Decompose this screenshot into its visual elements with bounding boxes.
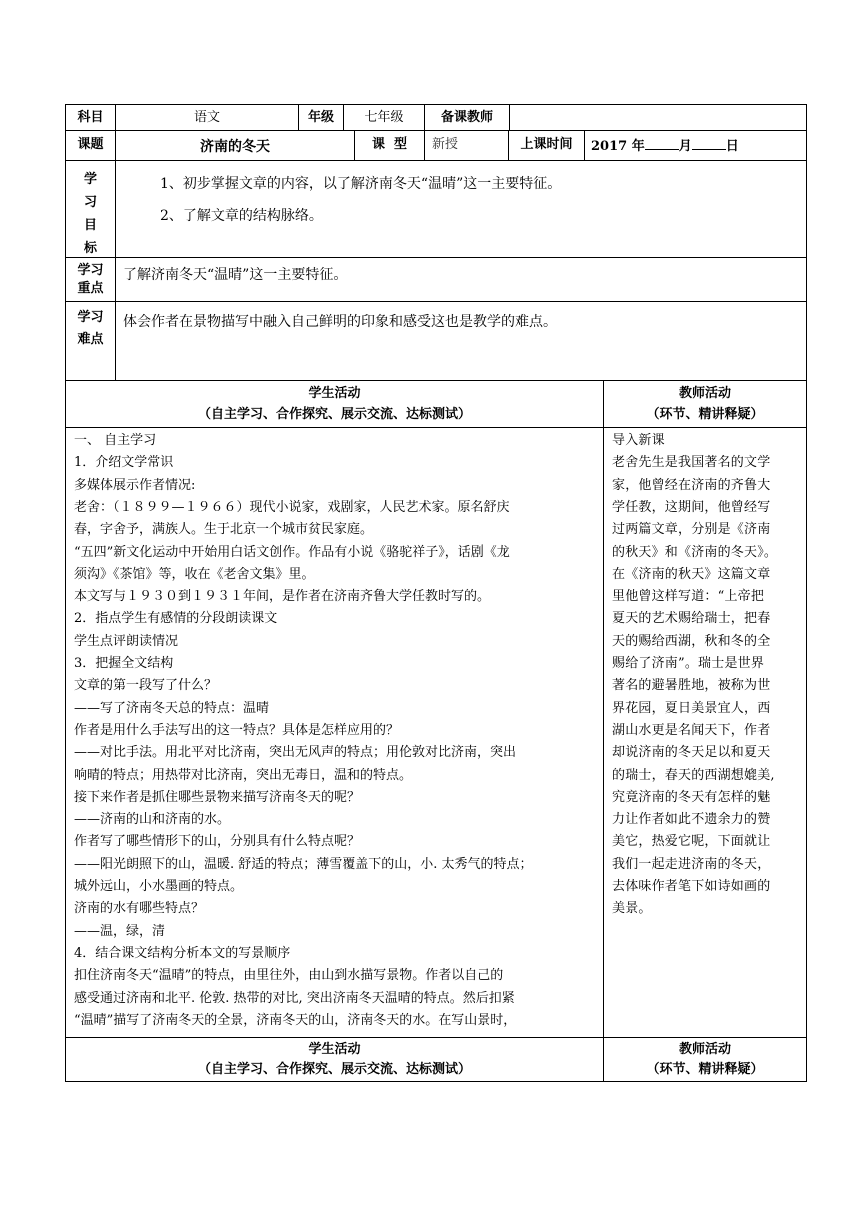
student-activity-line: 文章的第一段写了什么？ — [74, 678, 218, 694]
teacher-activity-title-repeat: 教师活动 — [678, 1042, 731, 1057]
student-activity-title: 学生活动 — [308, 386, 361, 401]
year-text: 2017 年 — [591, 139, 645, 154]
type-label: 课 型 — [371, 137, 408, 152]
objectives-label — [66, 168, 115, 260]
student-activity-line: ——对比手法。用北平对比济南，突出无风声的特点；用伦敦对比济南，突出 — [74, 745, 517, 761]
student-activity-line: 响晴的特点；用热带对比济南，突出无毒日，温和的特点。 — [74, 767, 413, 783]
student-activity-line: 作者是用什么手法写出的这一特点？具体是怎样应用的？ — [74, 722, 400, 738]
type-value: 新授 — [432, 137, 459, 152]
teacher-label: 备课教师 — [440, 110, 493, 125]
rule-row4 — [65, 257, 807, 258]
student-activity-line: ——写了济南冬天总的特点：温晴 — [74, 700, 270, 716]
student-activity-line: 老舍：（１８９９—１９６６）现代小说家，戏剧家，人民艺术家。原名舒庆 — [74, 499, 510, 515]
teacher-activity-line: 老舍先生是我国著名的文学 — [612, 455, 771, 471]
teacher-activity-line: 却说济南的冬天足以和夏天 — [612, 745, 771, 761]
month-text: 月 — [678, 139, 692, 154]
student-activity-line: 城外远山，小水墨画的特点。 — [74, 879, 244, 894]
rule-row2 — [65, 130, 807, 131]
rule-top — [65, 104, 807, 105]
student-activity-line: 感受通过济南和北平. 伦敦. 热带的对比, 突出济南冬天温晴的特点。然后扣紧 — [74, 990, 515, 1006]
day-text: 日 — [725, 139, 739, 154]
day-blank — [692, 137, 726, 150]
rule-bottom — [65, 1081, 807, 1082]
objectives-label-char: 目 — [83, 218, 97, 233]
teacher-activity-title: 教师活动 — [678, 386, 731, 401]
month-blank — [645, 137, 679, 150]
student-activity-line: 1．介绍文学常识 — [74, 455, 174, 471]
teacher-activity-content — [612, 430, 804, 1036]
student-activity-line: 本文写与１９３０到１９３１年间，是作者在济南齐鲁大学任教时写的。 — [74, 589, 491, 605]
teacher-activity-line: 里他曾这样写道：“上帝把 — [612, 589, 765, 605]
teacher-activity-line: 著名的避暑胜地，被称为世 — [612, 678, 771, 694]
student-activity-content — [74, 430, 600, 1036]
student-activity-line: 学生点评朗读情况 — [74, 633, 179, 649]
student-activity-line: 接下来作者是抓住哪些景物来描写济南冬天的呢？ — [74, 789, 361, 805]
student-activity-line: 须沟》《茶馆》等，收在《老舍文集》里。 — [74, 566, 315, 582]
teacher-activity-line: 家，他曾经在济南的齐鲁大 — [612, 477, 771, 493]
teacher-activity-line: 美它，热爱它呢，下面就让 — [612, 834, 771, 850]
objectives-label-char: 标 — [83, 241, 97, 256]
rule-row5 — [65, 301, 807, 302]
student-activity-subtitle-repeat: （自主学习、合作探究、展示交流、达标测试） — [197, 1062, 471, 1077]
teacher-activity-line: 夏天的艺术赐给瑞士，把春 — [612, 611, 771, 627]
focus-label: 学习 重点 — [77, 263, 104, 296]
objective-item: 2、了解文章的结构脉络。 — [160, 208, 323, 224]
teacher-activity-line: 的秋天》和《济南的冬天》。 — [612, 544, 778, 560]
rule-row6 — [65, 380, 807, 381]
student-activity-line: 春，字舍予，满族人。生于北京一个城市贫民家庭。 — [74, 522, 374, 538]
teacher-activity-line: 我们一起走进济南的冬天， — [612, 856, 771, 872]
student-activity-line: 作者写了哪些情形下的山，分别具有什么特点呢？ — [74, 834, 361, 850]
teacher-activity-line: 美景。 — [612, 901, 652, 917]
topic-value: 济南的冬天 — [200, 139, 270, 155]
teacher-activity-line: 湖山水更是名闻天下，作者 — [612, 722, 771, 738]
student-activity-line: ——温，绿，清 — [74, 923, 166, 939]
student-activity-line: 济南的水有哪些特点？ — [74, 901, 205, 917]
rule-r1-d — [509, 104, 510, 131]
student-activity-line: 扣住济南冬天“温晴”的特点，由里往外，由山到水描写景物。作者以自己的 — [74, 968, 504, 984]
teacher-activity-line: 究竟济南的冬天有怎样的魅 — [612, 789, 771, 805]
rule-activity-col — [603, 380, 604, 1082]
student-activity-subtitle: （自主学习、合作探究、展示交流、达标测试） — [197, 407, 471, 422]
teacher-activity-line: 去体味作者笔下如诗如画的 — [612, 879, 771, 894]
grade-value: 七年级 — [364, 110, 404, 125]
objectives-label-char: 习 — [83, 195, 97, 210]
teacher-activity-subtitle: （环节、精讲释疑） — [646, 407, 764, 422]
rule-r2-b — [424, 130, 425, 161]
teacher-activity-line: 力让作者如此不遗余力的赞 — [612, 812, 771, 828]
teacher-activity-line: 学任教，这期间，他曾经写 — [612, 499, 771, 515]
student-activity-line: “五四”新文化运动中开始用白话文创作。作品有小说《骆驼祥子》，话剧《龙 — [74, 544, 510, 560]
rule-row8 — [65, 1037, 807, 1038]
grade-label: 年级 — [307, 110, 334, 125]
teacher-activity-line: 在《济南的秋天》这篇文章 — [612, 566, 771, 582]
rule-r2-d — [584, 130, 585, 161]
rule-right — [806, 104, 807, 1082]
student-activity-line: ——济南的山和济南的水。 — [74, 812, 231, 828]
teacher-activity-line: 天的赐给西湖，秋和冬的全 — [612, 633, 771, 649]
student-activity-line: 2．指点学生有感情的分段朗读课文 — [74, 611, 278, 627]
student-activity-line: 3．把握全文结构 — [74, 656, 174, 671]
rule-row7 — [65, 427, 807, 428]
focus-text: 了解济南冬天“温晴”这一主要特征。 — [123, 267, 348, 283]
student-activity-line: 4．结合课文结构分析本文的写景顺序 — [74, 945, 291, 961]
rule-row3 — [65, 160, 807, 161]
topic-label: 课题 — [77, 137, 104, 152]
teacher-activity-subtitle-repeat: （环节、精讲释疑） — [646, 1062, 764, 1077]
student-activity-line: “温晴”描写了济南冬天的全景，济南冬天的山，济南冬天的水。在写山景时， — [74, 1012, 517, 1028]
difficulty-text: 体会作者在景物描写中融入自己鲜明的印象和感受这也是教学的难点。 — [123, 314, 557, 330]
student-activity-line: 多媒体展示作者情况: — [74, 477, 196, 493]
student-activity-title-repeat: 学生活动 — [308, 1042, 361, 1057]
teacher-activity-line: 导入新课 — [612, 433, 665, 448]
teacher-activity-line: 的瑞士，春天的西湖想媲美, — [612, 767, 775, 783]
teacher-activity-line: 过两篇文章，分别是《济南 — [612, 522, 771, 538]
difficulty-label: 学习 难点 — [77, 310, 104, 347]
time-label: 上课时间 — [520, 137, 573, 152]
time-value — [591, 137, 739, 155]
teacher-activity-line: 赐给了济南”。瑞士是世界 — [612, 656, 765, 671]
student-activity-line: 一、 自主学习 — [74, 433, 157, 448]
student-activity-line: ——阳光朗照下的山，温暖. 舒适的特点；薄雪覆盖下的山，小. 太秀气的特点； — [74, 856, 533, 872]
objectives-label-char: 学 — [83, 172, 97, 187]
objective-item: 1、初步掌握文章的内容，以了解济南冬天“温晴”这一主要特征。 — [160, 176, 562, 192]
subject-label: 科目 — [77, 110, 104, 125]
teacher-activity-line: 界花园，夏日美景宜人，西 — [612, 700, 771, 716]
subject-value: 语文 — [193, 110, 220, 125]
